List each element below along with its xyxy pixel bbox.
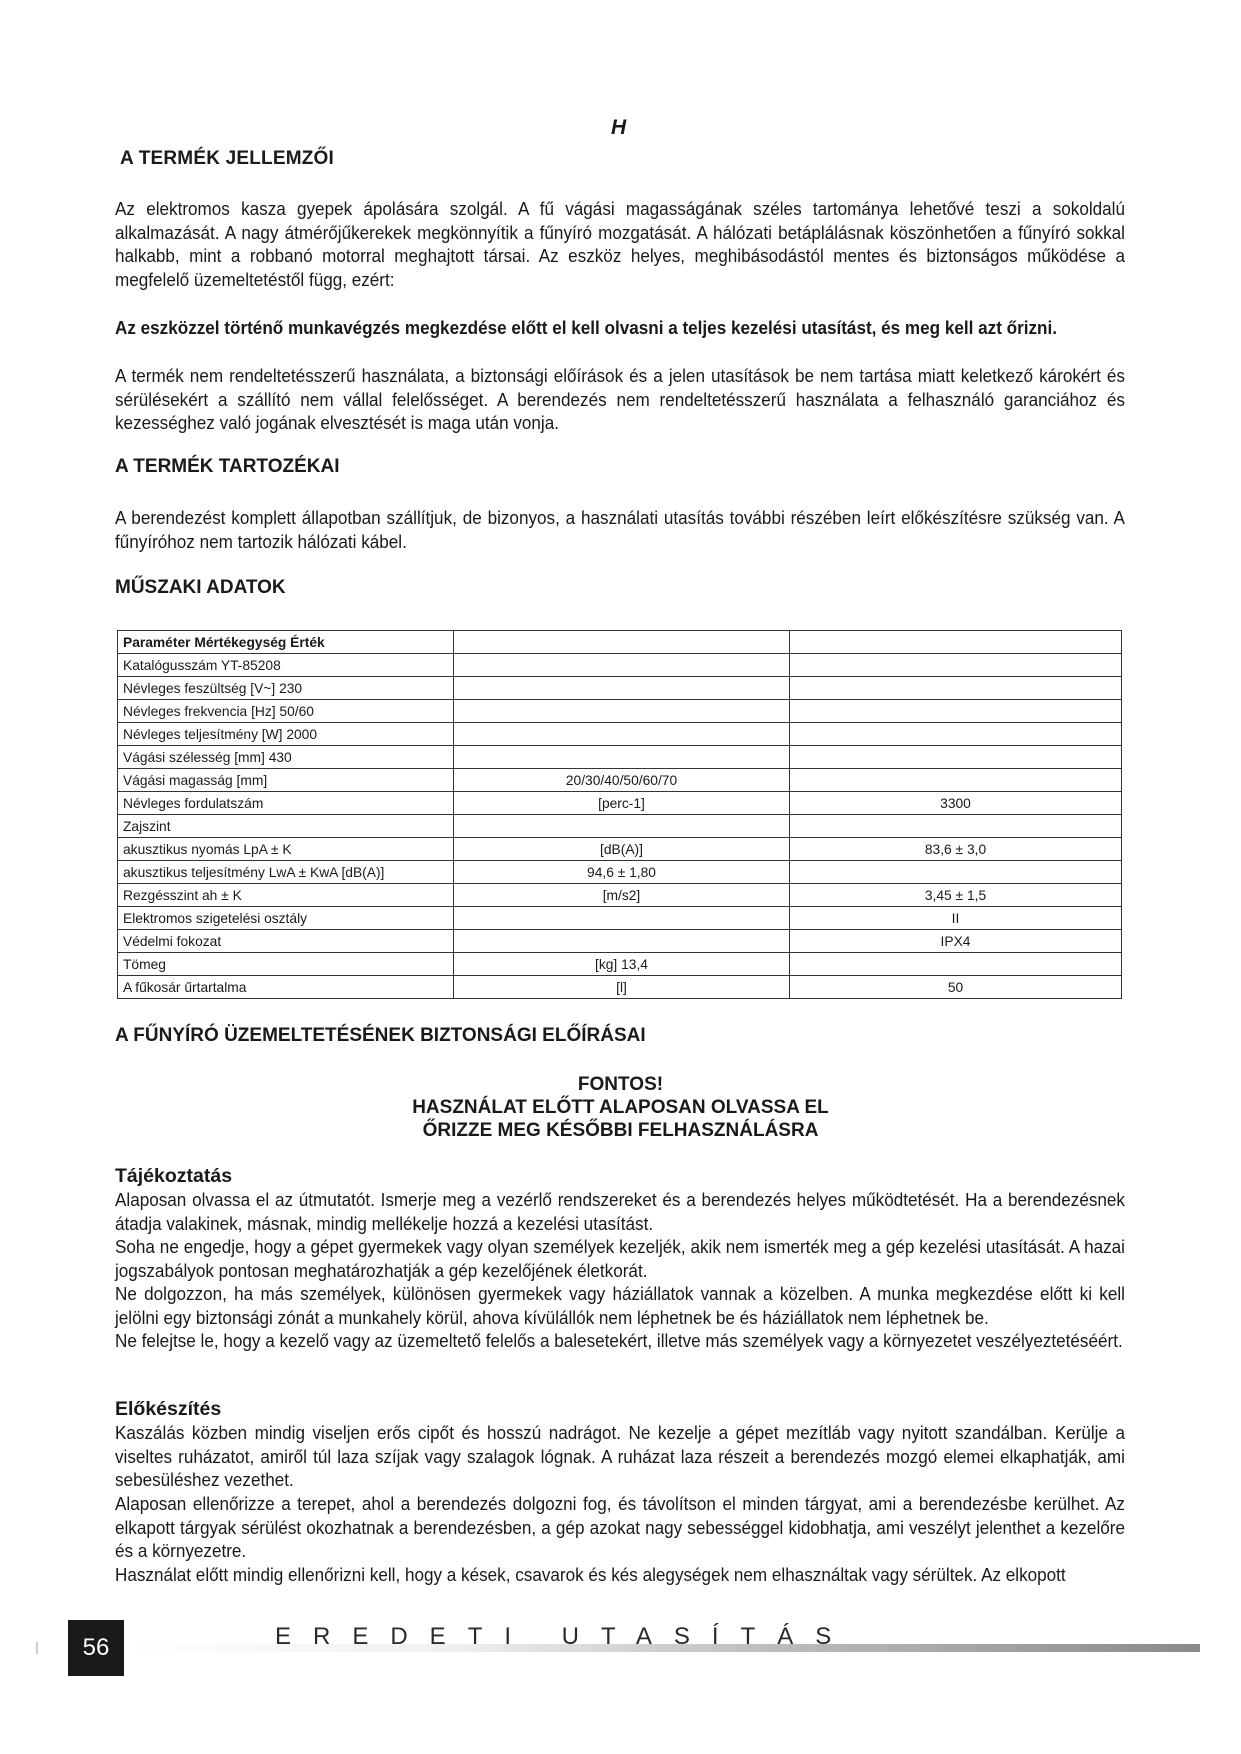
- table-cell: [454, 700, 790, 723]
- table-cell: [kg] 13,4: [454, 953, 790, 976]
- table-row: [118, 884, 1122, 907]
- table-cell: [454, 930, 790, 953]
- features-paragraph-2: A termék nem rendeltetésszerű használata, a biztonsági előírások és a jelen utasítások be nem tartása miatt keletkező károkért és sérülésekért a szállító nem vállal felelősséget. A berendezés nem rendeltetésszerű használata a felhasználó garanciához és kezességhez való jogának elvesztését is maga után vonja.: [115, 365, 1125, 433]
- table-cell: Névleges teljesítmény [W] 2000: [118, 723, 454, 746]
- table-cell: 3,45 ± 1,5: [790, 884, 1122, 907]
- table-row: [118, 723, 1122, 746]
- table-row: [118, 654, 1122, 677]
- table-cell: Névleges fordulatszám: [118, 792, 454, 815]
- table-cell: [790, 631, 1122, 654]
- table-cell: [454, 907, 790, 930]
- prep-title: Előkészítés: [115, 1398, 222, 1420]
- features-bold-notice: Az eszközzel történő munkavégzés megkezdése előtt el kell olvasni a teljes kezelési utasítást, és meg kell azt őrizni.: [115, 317, 1058, 338]
- table-cell: [790, 654, 1122, 677]
- table-row: [118, 976, 1122, 999]
- table-row: [118, 838, 1122, 861]
- table-row: [118, 677, 1122, 700]
- table-cell: A fűkosár űrtartalma: [118, 976, 454, 999]
- table-row: [118, 930, 1122, 953]
- table-cell: Elektromos szigetelési osztály: [118, 907, 454, 930]
- table-cell: Paraméter Mértékegység Érték: [118, 631, 454, 654]
- section-title-safety: A FŰNYÍRÓ ÜZEMELTETÉSÉNEK BIZTONSÁGI ELŐÍRÁSAI: [115, 1025, 646, 1046]
- table-row: [118, 815, 1122, 838]
- table-cell: [454, 654, 790, 677]
- table-cell: [790, 953, 1122, 976]
- table-cell: [790, 861, 1122, 884]
- info-paragraph-4: Ne felejtse le, hogy a kezelő vagy az üzemeltető felelős a balesetekért, illetve más személyek vagy a környezetet veszélyeztetéséért.: [115, 1330, 1123, 1351]
- table-cell: [454, 723, 790, 746]
- spec-table: [117, 630, 1122, 999]
- table-cell: akusztikus nyomás LpA ± K: [118, 838, 454, 861]
- important-line-keep: ŐRIZZE MEG KÉSŐBBI FELHASZNÁLÁSRA: [422, 1120, 819, 1141]
- table-row: [118, 700, 1122, 723]
- section-title-tech-data: MŰSZAKI ADATOK: [115, 577, 286, 598]
- table-cell: [m/s2]: [454, 884, 790, 907]
- prep-paragraph-2: Alaposan ellenőrizze a terepet, ahol a berendezés dolgozni fog, és távolítson el minden tárgyat, ami a berendezésbe kerülhet. Az elkapott tárgyak sérülést okozhatnak a berendezésben, a gép azokat nagy sebességgel kidobhatja, ami veszélyt jelenthet a kezelőre és a környezetre.: [115, 1493, 1125, 1561]
- table-cell: 94,6 ± 1,80: [454, 861, 790, 884]
- table-row: [118, 907, 1122, 930]
- language-mark: H: [611, 116, 627, 139]
- table-cell: 20/30/40/50/60/70: [454, 769, 790, 792]
- section-title-features: A TERMÉK JELLEMZŐI: [120, 148, 335, 169]
- table-cell: Védelmi fokozat: [118, 930, 454, 953]
- prep-paragraph-3: Használat előtt mindig ellenőrizni kell, hogy a kések, csavarok és kés alegységek nem elhasználtak vagy sérültek. Az elkopott: [115, 1564, 1066, 1585]
- info-paragraph-3: Ne dolgozzon, ha más személyek, különösen gyermekek vagy háziállatok vannak a közelben. A munka megkezdése előtt ki kell jelölni egy biztonsági zónát a munkahely körül, ahova kívülállók nem léphetnek be és háziállatok nem léphetnek be.: [115, 1283, 1125, 1328]
- section-title-accessories: A TERMÉK TARTOZÉKAI: [115, 456, 340, 477]
- table-cell: Katalógusszám YT-85208: [118, 654, 454, 677]
- table-row: [118, 792, 1122, 815]
- info-title: Tájékoztatás: [115, 1165, 233, 1187]
- table-cell: Rezgésszint ah ± K: [118, 884, 454, 907]
- table-row: [118, 746, 1122, 769]
- info-paragraph-2: Soha ne engedje, hogy a gépet gyermekek vagy olyan személyek kezeljék, akik nem ismerték meg a gép kezelési utasítását. A hazai jogszabályok pontosan meghatározhatják a gép kezelőjének életkorát.: [115, 1236, 1125, 1281]
- accessories-paragraph: A berendezést komplett állapotban szállítjuk, de bizonyos, a használati utasítás további részében leírt előkészítésre szükség van. A fűnyíróhoz nem tartozik hálózati kábel.: [115, 507, 1125, 552]
- table-row: [118, 953, 1122, 976]
- table-cell: 3300: [790, 792, 1122, 815]
- table-cell: Tömeg: [118, 953, 454, 976]
- table-cell: Névleges frekvencia [Hz] 50/60: [118, 700, 454, 723]
- table-cell: [790, 746, 1122, 769]
- footer-label: EREDETI UTASÍTÁS: [275, 1623, 854, 1650]
- table-cell: [454, 677, 790, 700]
- important-heading: FONTOS!: [577, 1074, 664, 1095]
- table-cell: II: [790, 907, 1122, 930]
- table-cell: Vágási magasság [mm]: [118, 769, 454, 792]
- info-paragraph-1: Alaposan olvassa el az útmutatót. Ismerje meg a vezérlő rendszereket és a berendezés helyes működtetését. Ha a berendezésnek átadja valakinek, másnak, mindig mellékelje hozzá a kezelési utasítást.: [115, 1189, 1125, 1234]
- table-cell: [790, 700, 1122, 723]
- table-cell: [454, 631, 790, 654]
- table-cell: Névleges feszültség [V~] 230: [118, 677, 454, 700]
- table-cell: [perc-1]: [454, 792, 790, 815]
- table-row: [118, 631, 1122, 654]
- important-line-read: HASZNÁLAT ELŐTT ALAPOSAN OLVASSA EL: [412, 1097, 829, 1118]
- table-cell: [l]: [454, 976, 790, 999]
- table-row: [118, 861, 1122, 884]
- features-paragraph-1: Az elektromos kasza gyepek ápolására szolgál. A fű vágási magasságának széles tartománya lehetővé teszi a sokoldalú alkalmazását. A nagy átmérőjűkerekek megkönnyítik a fűnyíró mozgatását. A hálózati betáplálásnak köszönhetően a fűnyíró sokkal halkabb, mint a robbanó motorral meghajtott társai. Az eszköz helyes, meghibásodástól mentes és biztonságos működése a megfelelő üzemeltetéstől függ, ezért:: [115, 198, 1125, 290]
- table-cell: akusztikus teljesítmény LwA ± KwA [dB(A)]: [118, 861, 454, 884]
- table-cell: 50: [790, 976, 1122, 999]
- table-cell: [454, 815, 790, 838]
- table-cell: [790, 723, 1122, 746]
- table-cell: [454, 746, 790, 769]
- table-cell: [790, 815, 1122, 838]
- prep-paragraph-1: Kaszálás közben mindig viseljen erős cipőt és hosszú nadrágot. Ne kezelje a gépet mezítláb vagy nyitott szandálban. Kerülje a viseltes ruházatot, amiről túl laza szíjak vagy szalagok lógnak. A ruházat laza részeit a berendezés mozgó elemei elkaphatják, ami sebesüléshez vezethet.: [115, 1422, 1125, 1490]
- footer-margin-mark: [36, 1642, 38, 1654]
- table-cell: [790, 677, 1122, 700]
- table-cell: [790, 769, 1122, 792]
- table-cell: IPX4: [790, 930, 1122, 953]
- table-cell: 83,6 ± 3,0: [790, 838, 1122, 861]
- table-cell: [dB(A)]: [454, 838, 790, 861]
- page-number: 56: [68, 1620, 124, 1676]
- table-cell: Zajszint: [118, 815, 454, 838]
- table-row: [118, 769, 1122, 792]
- table-cell: Vágási szélesség [mm] 430: [118, 746, 454, 769]
